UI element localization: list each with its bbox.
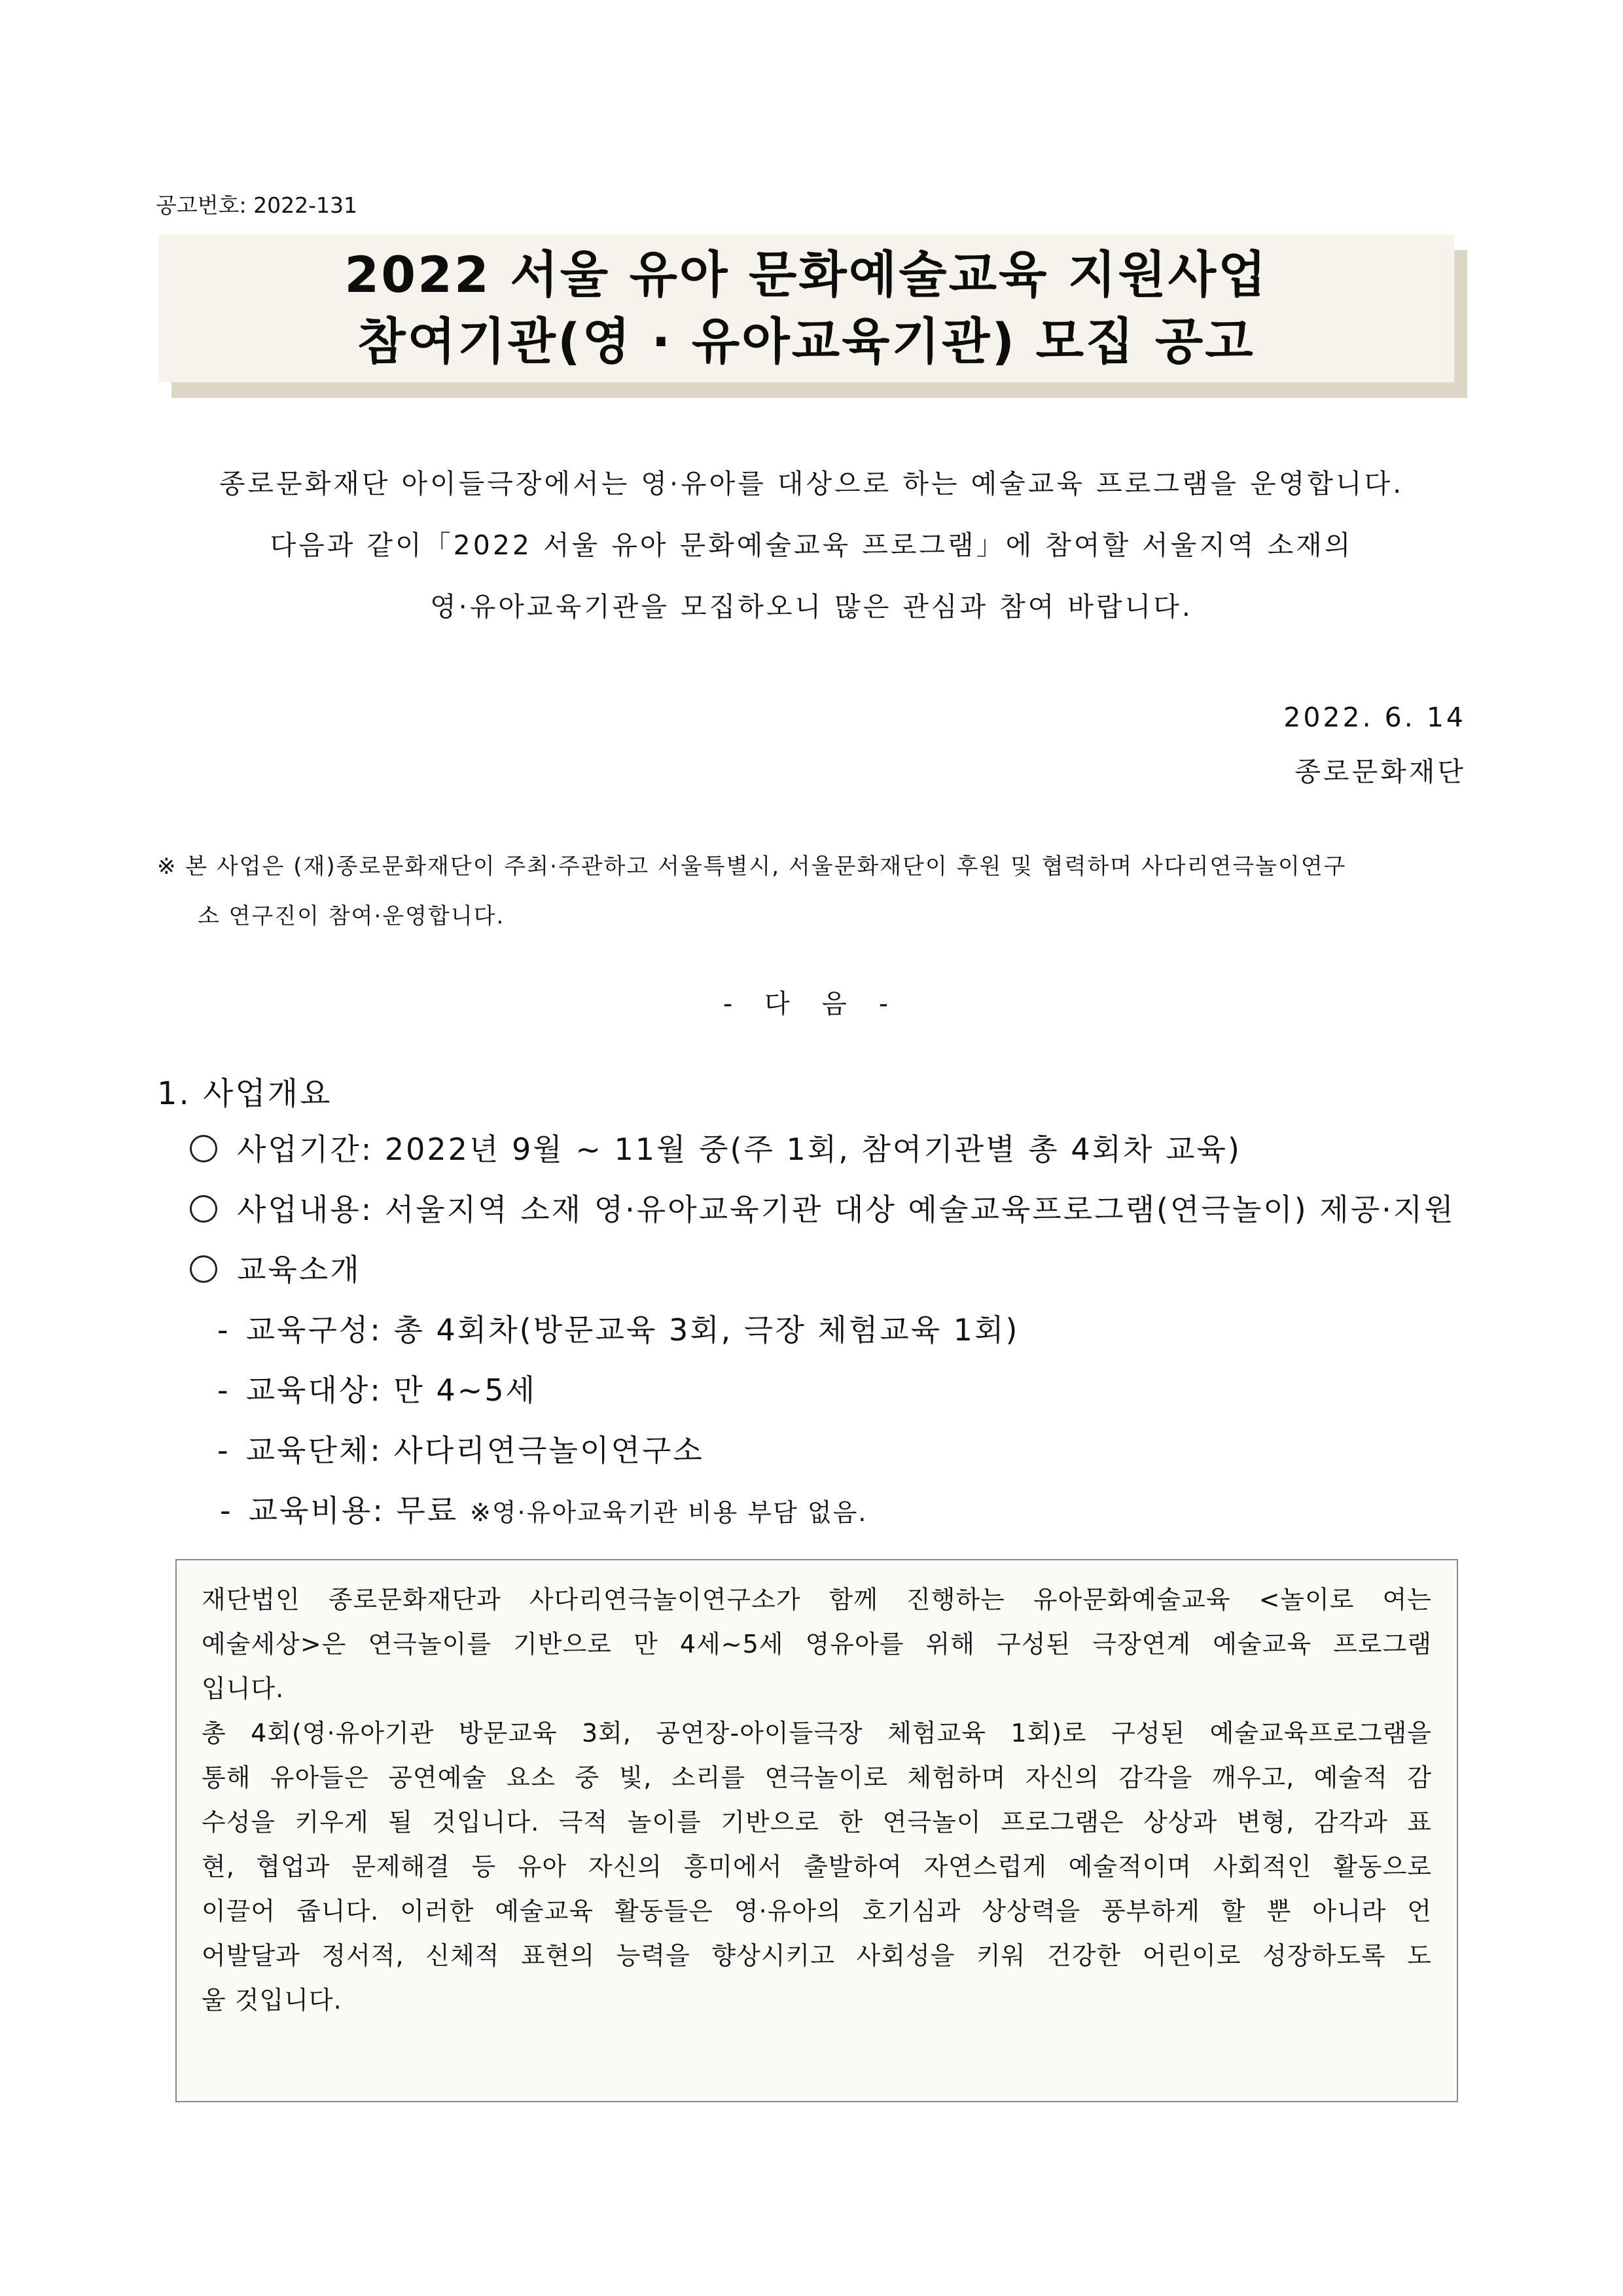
list-item: 사업기간: 2022년 9월 ~ 11월 중(주 1회, 참여기관별 총 4회차 교육) <box>190 1126 1241 1169</box>
info-line: 예술세상>은 연극놀이를 기반으로 만 4세~5세 영유아를 위해 구성된 극장연계 예술교육 프로그램 <box>202 1630 1432 1659</box>
list-item: 교육소개 <box>190 1246 361 1289</box>
info-line: 재단법인 종로문화재단과 사다리연극놀이연구소가 함께 진행하는 유아문화예술교육 <놀이로 여는 <box>202 1585 1432 1614</box>
circle-bullet-icon <box>190 1255 217 1283</box>
circle-bullet-icon <box>190 1195 217 1223</box>
info-line: 수성을 키우게 될 것입니다. 극적 놀이를 기반으로 한 연극놀이 프로그램은 상상과 변형, 감각과 표 <box>202 1808 1432 1837</box>
info-line: 통해 유아들은 공연예술 요소 중 빛, 소리를 연극놀이로 체험하며 자신의 감각을 깨우고, 예술적 감 <box>202 1763 1432 1792</box>
sub-list-item: - 교육대상: 만 4~5세 <box>217 1372 537 1408</box>
remark-line-1: ※ 본 사업은 (재)종로문화재단이 주최·주관하고 서울특별시, 서울문화재단이 후원 및 협력하며 사다리연극놀이연구 <box>157 853 1347 880</box>
circle-bullet-icon <box>190 1135 217 1162</box>
dash-bullet-icon: - <box>217 1372 230 1408</box>
separator: - 다 음 - <box>722 989 901 1019</box>
dash-bullet-icon: - <box>220 1493 233 1528</box>
info-line: 총 4회(영·유아기관 방문교육 3회, 공연장-아이들극장 체험교육 1회)로 구성된 예술교육프로그램을 <box>202 1719 1432 1748</box>
dash-bullet-icon: - <box>217 1312 230 1348</box>
sub-list-item: - 교육비용: 무료 ※영·유아교육기관 비용 부담 없음. <box>220 1493 868 1528</box>
section-1-title: 1. 사업개요 <box>157 1075 332 1112</box>
title-box <box>158 234 1454 382</box>
notice-date: 2022. 6. 14 <box>1283 702 1466 733</box>
remark <box>157 842 1466 941</box>
info-line: 입니다. <box>202 1674 285 1703</box>
sub-list-item: - 교육구성: 총 4회차(방문교육 3회, 극장 체험교육 1회) <box>217 1312 1020 1348</box>
info-line: 울 것입니다. <box>202 1986 342 2015</box>
remark-line-2: 소 연구진이 참여·운영합니다. <box>198 903 505 929</box>
info-line: 어발달과 정서적, 신체적 표현의 능력을 향상시키고 사회성을 키워 건강한 어린이로 성장하도록 도 <box>202 1941 1432 1970</box>
info-line: 이끌어 줍니다. 이러한 예술교육 활동들은 영·유아의 호기심과 상상력을 풍부하게 할 뿐 아니라 언 <box>202 1897 1432 1926</box>
dash-bullet-icon: - <box>217 1433 230 1468</box>
intro-line-3: 영·유아교육기관을 모집하오니 많은 관심과 참여 바랍니다. <box>430 591 1193 622</box>
intro-line-2: 다음과 같이「2022 서울 유아 문화예술교육 프로그램」에 참여할 서울지역 소재의 <box>270 529 1353 561</box>
sub-list-item: - 교육단체: 사다리연극놀이연구소 <box>217 1433 704 1468</box>
title-line-2: 참여기관(영 · 유아교육기관) 모집 공고 <box>357 312 1255 370</box>
program-description-box <box>175 1559 1458 2102</box>
intro-line-1: 종로문화재단 아이들극장에서는 영·유아를 대상으로 하는 예술교육 프로그램을 운영합니다. <box>219 468 1404 499</box>
issuer: 종로문화재단 <box>1294 756 1466 787</box>
info-line: 현, 협업과 문제해결 등 유아 자신의 흥미에서 출발하여 자연스럽게 예술적이며 사회적인 활동으로 <box>202 1852 1432 1881</box>
title-line-1: 2022 서울 유아 문화예술교육 지원사업 <box>344 245 1268 304</box>
notice-number: 공고번호: 2022-131 <box>156 192 357 218</box>
list-item: 사업내용: 서울지역 소재 영·유아교육기관 대상 예술교육프로그램(연극놀이) 제공·지원 <box>190 1186 1455 1229</box>
cost-note: ※영·유아교육기관 비용 부담 없음. <box>469 1498 868 1527</box>
